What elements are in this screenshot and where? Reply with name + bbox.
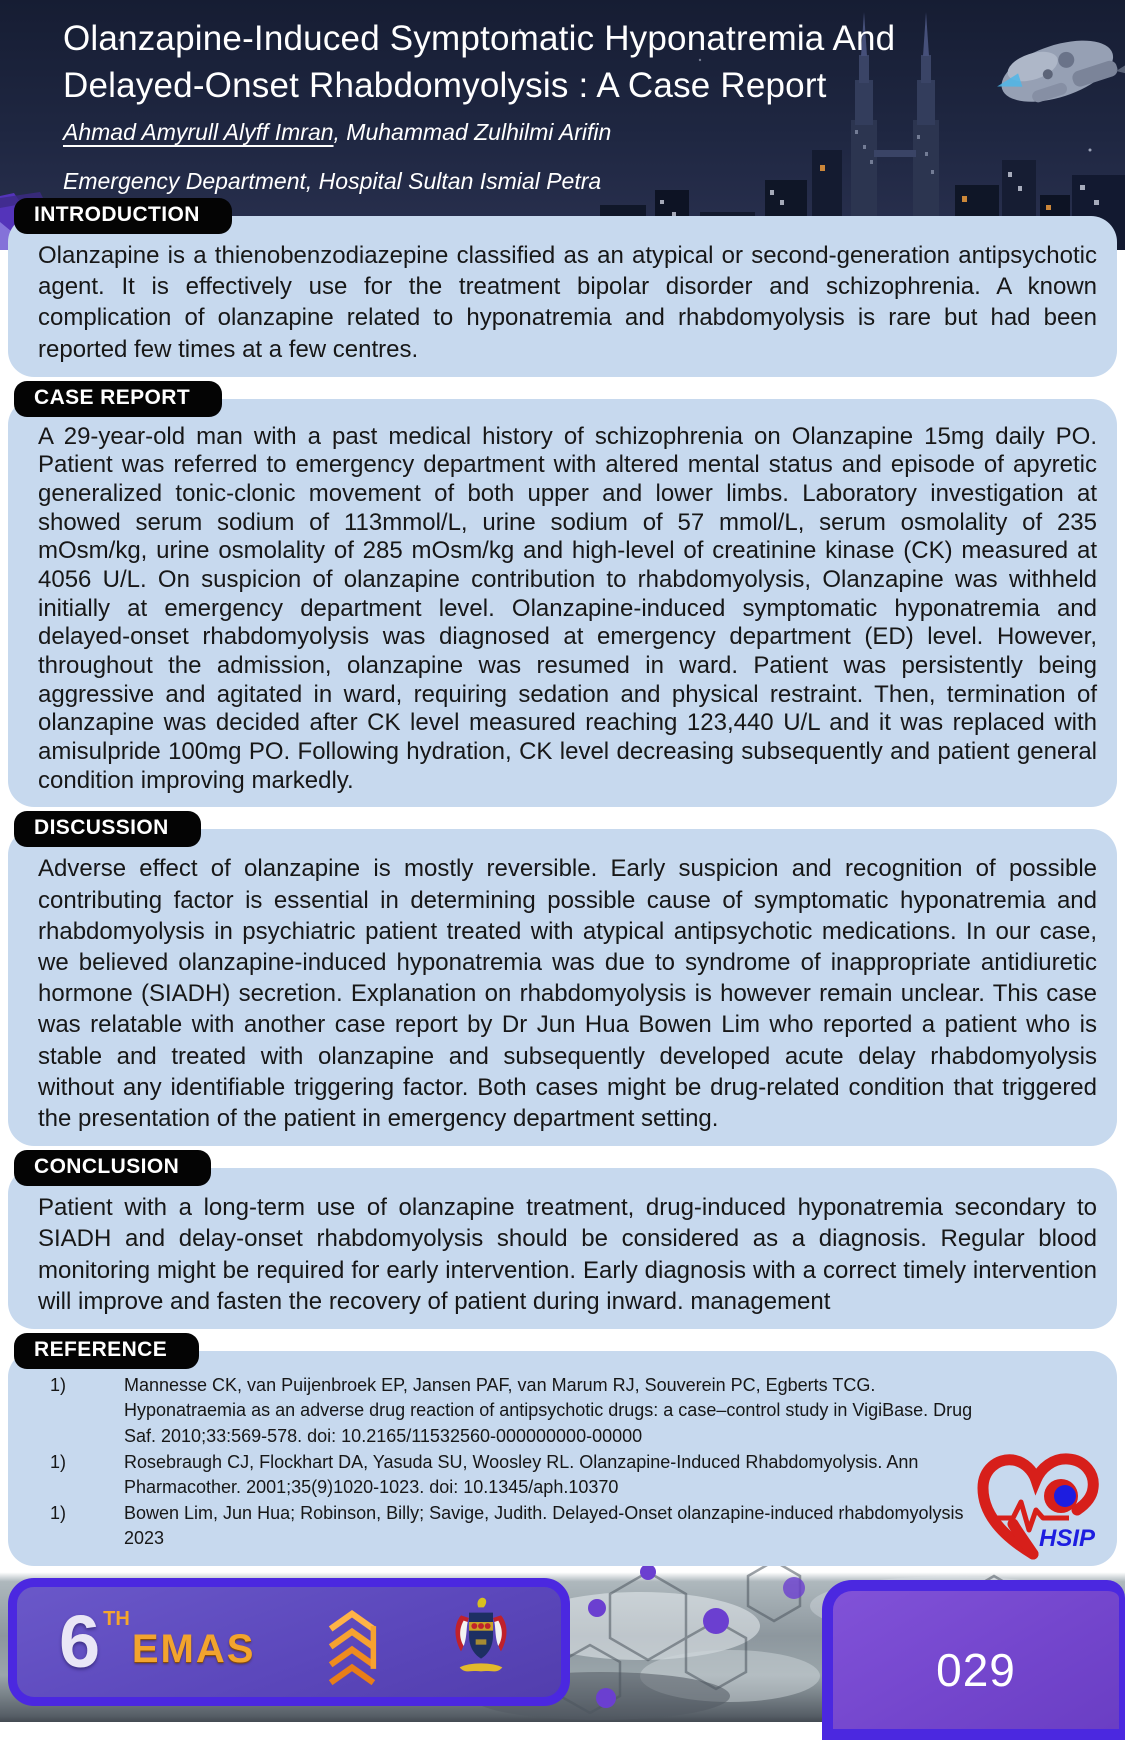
section-label-introduction: INTRODUCTION: [14, 198, 232, 234]
emas-word: EMAS: [131, 1626, 256, 1671]
section-introduction: [8, 198, 1117, 377]
footer-logo-bar: [8, 1578, 570, 1706]
reference-item: [24, 1450, 1101, 1501]
section-conclusion: [8, 1150, 1117, 1329]
case-report-body: A 29-year-old man with a past medical history of schizophrenia on Olanzapine 15mg daily PO. Patient was referred to emergency department with altered mental status and episode of apyretic generalized tonic-clonic movement of both upper and lower limbs. Laboratory investigation at showed serum sodium of 113mmol/L, urine sodium of 57 mmol/L, serum osmolality of 235 mOsm/kg, urine osmolality of 285 mOsm/kg and high-level of creatinine kinase (CK) measured at 4056 U/L. On suspicion of olanzapine contribution to rhabdomyolysis, Olanzapine was withheld initially at emergency department level. Olanzapine-induced symptomatic hyponatremia and delayed-onset rhabdomyolysis was diagnosed at emergency department (ED) level. However, throughout the admission, olanzapine was resumed in ward. Patient was persistently being aggressive and agitated in ward, requiring sedation and physical restraint. Then, termination of olanzapine was decided after CK level measured reaching 123,440 U/L and it was replaced with amisulpride 100mg PO. Following hydration, CK level decreasing subsequently and patient general condition improving markedly.: [8, 399, 1117, 808]
conclusion-body: Patient with a long-term use of olanzapine treatment, drug-induced hyponatremia secondary to SIADH and delay-onset rhabdomyolysis should be considered as a diagnosis. Regular blood monitoring might be required for early intervention. Early diagnosis with a correct timely intervention will improve and fasten the recovery of patient during inward. management: [8, 1168, 1117, 1329]
authors-line: [63, 119, 1125, 146]
reference-number: 1): [50, 1502, 67, 1523]
introduction-body: Olanzapine is a thienobenzodiazepine classified as an atypical or second-generation antipsychotic agent. It is effectively use for the treatment bipolar disorder and schizophrenia. A known complication of olanzapine related to hyponatremia and rhabdomyolysis is rare but had been reported few times at a few centres.: [8, 216, 1117, 377]
section-label-conclusion: CONCLUSION: [14, 1150, 211, 1186]
building-chevrons-logo-icon: [321, 1594, 383, 1690]
section-label-reference: REFERENCE: [14, 1333, 199, 1369]
hsip-heart-ecg-logo-icon: [973, 1444, 1105, 1562]
section-case-report: [8, 381, 1117, 808]
reference-item: [24, 1373, 1101, 1450]
section-discussion: [8, 811, 1117, 1146]
reference-text: Bowen Lim, Jun Hua; Robinson, Billy; Savige, Judith. Delayed-Onset olanzapine-induced rhabdomyolysis 2023: [124, 1502, 964, 1549]
title-line-2: Delayed-Onset Rhabdomyolysis : A Case Report: [63, 65, 827, 105]
reference-number: 1): [50, 1374, 67, 1395]
section-label-case-report: CASE REPORT: [14, 381, 222, 417]
reference-text: Rosebraugh CJ, Flockhart DA, Yasuda SU, Woosley RL. Olanzapine-Induced Rhabdomyolysis. Ann Pharmacother. 2001;35(9)1020-1023. doi: 10.1345/aph.10370: [124, 1451, 919, 1498]
affiliation: Emergency Department, Hospital Sultan Ismial Petra: [63, 168, 602, 195]
emas-six: 6: [59, 1599, 101, 1683]
emas-th: TH: [103, 1607, 130, 1630]
poster-number: 029: [936, 1643, 1016, 1696]
discussion-body: Adverse effect of olanzapine is mostly reversible. Early suspicion and recognition of possible contributing factor is essential in determining possible cause of symptomatic hyponatremia and rhabdomyolysis in psychiatric patient treated with atypical antipsychotic medications. In our case, we believed olanzapine-induced hyponatremia was due to syndrome of inappropriate antidiuretic hormone (SIADH) secretion. Explanation on rhabdomyolysis is however remain unclear. This case was relatable with another case report by Dr Jun Hua Bowen Lim who reported a patient who is stable and treated with olanzapine and subsequently developed acute delay rhabdomyolysis without any identifiable triggering factor. Both cases might be drug-related condition that triggered the presentation of the patient in emergency department setting.: [8, 829, 1117, 1146]
co-author: , Muhammad Zulhilmi Arifin: [333, 119, 612, 146]
reference-box: [8, 1351, 1117, 1566]
poster-footer: [0, 1566, 1125, 1722]
university-crest-icon: [449, 1593, 513, 1691]
title-line-1: Olanzapine-Induced Symptomatic Hyponatremia And: [63, 19, 896, 58]
section-reference: [8, 1333, 1117, 1566]
reference-text: Mannesse CK, van Puijenbroek EP, Jansen PAF, van Marum RJ, Souverein PC, Egberts TCG. Hyponatraemia as an adverse drug reaction of antipsychotic drugs: a case–control study in VigiBase. Drug Saf. 2010;33:569-578. doi: 10.2165/11532560-000000000-00000: [124, 1374, 973, 1447]
hsip-label: HSIP: [1039, 1524, 1096, 1552]
section-label-discussion: DISCUSSION: [14, 811, 201, 847]
poster-number-box: [822, 1580, 1125, 1740]
first-author: Ahmad Amyrull Alyff Imran: [63, 119, 334, 146]
reference-number: 1): [50, 1451, 67, 1472]
emas-6th-logo: [59, 1599, 256, 1683]
reference-item: [24, 1501, 1101, 1552]
page-title: [63, 16, 1125, 109]
